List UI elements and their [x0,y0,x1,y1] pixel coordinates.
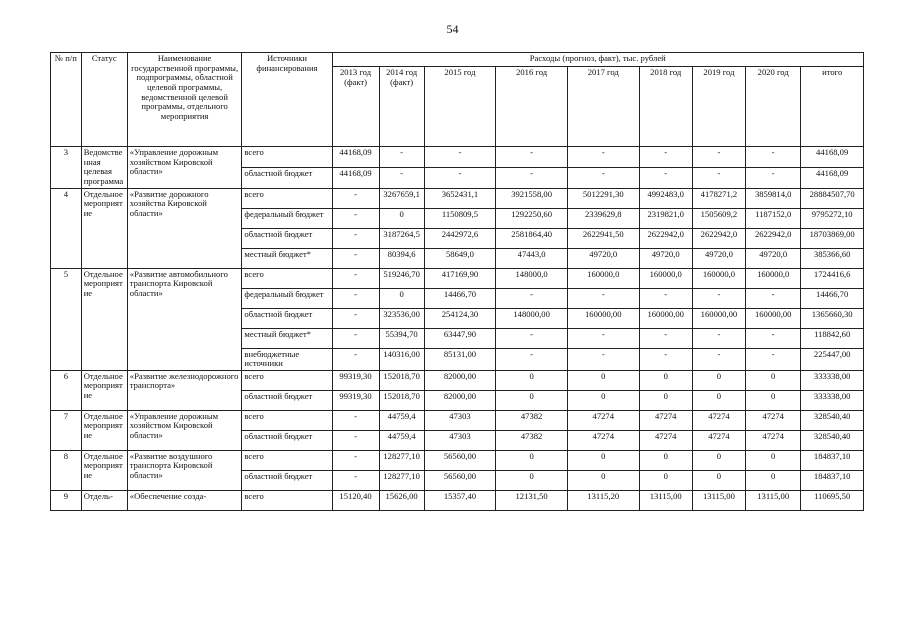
row-year-value: 0 [567,370,639,390]
row-year-value: 47274 [567,430,639,450]
row-year-value: 0 [496,450,568,470]
row-program-name: «Развитие воздушного транспорта Кировской области» [127,450,242,490]
row-year-value: 0 [746,390,801,410]
row-year-value: 15357,40 [424,490,496,510]
row-year-value: - [746,328,801,348]
row-status: Ведомственная целевая программа [81,147,127,189]
row-number: 8 [51,450,82,490]
row-year-value: - [332,410,379,430]
table-row [51,370,864,390]
col-header-total: итого [801,67,864,147]
row-year-value: 47274 [639,410,692,430]
row-year-value: - [332,470,379,490]
col-header-year: 2016 год [496,67,568,147]
row-funding-source: всего [242,268,332,288]
row-funding-source: всего [242,147,332,168]
row-funding-source: областной бюджет [242,430,332,450]
table-header [51,53,864,147]
row-year-value: 0 [692,450,745,470]
row-funding-source: областной бюджет [242,390,332,410]
row-funding-source: областной бюджет [242,470,332,490]
row-year-value: 44759,4 [379,410,424,430]
col-header-year: 2014 год (факт) [379,67,424,147]
row-year-value: 2622942,0 [639,228,692,248]
row-year-value: - [424,147,496,168]
row-year-value: 3652431,1 [424,188,496,208]
table-row [51,410,864,430]
col-header-year: 2013 год (факт) [332,67,379,147]
row-total-value: 118842,60 [801,328,864,348]
row-status: Отдель- [81,490,127,510]
row-year-value: 0 [496,390,568,410]
row-year-value: - [639,288,692,308]
page-number: 54 [446,22,459,36]
row-status: Отдельное мероприятие [81,268,127,370]
row-year-value: - [332,228,379,248]
row-funding-source: местный бюджет* [242,328,332,348]
row-total-value: 1365660,30 [801,308,864,328]
row-year-value: - [332,248,379,268]
row-funding-source: всего [242,410,332,430]
row-year-value: 49720,0 [746,248,801,268]
row-year-value: 80394,6 [379,248,424,268]
row-year-value: 99319,30 [332,370,379,390]
col-header-year: 2015 год [424,67,496,147]
col-header-year: 2020 год [746,67,801,147]
row-year-value: 323536,00 [379,308,424,328]
row-year-value: 49720,0 [567,248,639,268]
row-year-value: 58649,0 [424,248,496,268]
row-total-value: 44168,09 [801,147,864,168]
row-year-value: 47303 [424,430,496,450]
row-year-value: - [332,308,379,328]
row-year-value: - [332,450,379,470]
row-year-value: 0 [496,470,568,490]
row-year-value: 152018,70 [379,390,424,410]
row-year-value: 13115,00 [639,490,692,510]
row-year-value: - [746,348,801,370]
row-year-value: 13115,00 [692,490,745,510]
table-row [51,490,864,510]
row-year-value: 0 [692,370,745,390]
row-year-value: 3921558,00 [496,188,568,208]
row-year-value: - [746,147,801,168]
row-year-value: 148000,00 [496,308,568,328]
row-year-value: - [692,147,745,168]
row-funding-source: всего [242,188,332,208]
row-year-value: 1292250,60 [496,208,568,228]
row-total-value: 44168,09 [801,167,864,188]
row-status: Отдельное мероприятие [81,450,127,490]
row-year-value: 3859814,0 [746,188,801,208]
row-year-value: 160000,0 [567,268,639,288]
row-number: 4 [51,188,82,268]
row-total-value: 328540,40 [801,410,864,430]
row-number: 6 [51,370,82,410]
row-year-value: 47274 [567,410,639,430]
row-year-value: 0 [567,450,639,470]
col-header-expenses: Расходы (прогноз, факт), тыс. рублей [332,53,864,67]
col-header-status: Статус [81,53,127,147]
row-number: 3 [51,147,82,189]
row-year-value: 44168,09 [332,147,379,168]
row-year-value: 0 [692,390,745,410]
row-number: 9 [51,490,82,510]
row-year-value: 15120,40 [332,490,379,510]
row-year-value: 417169,90 [424,268,496,288]
row-year-value: 2442972,6 [424,228,496,248]
row-year-value: - [692,288,745,308]
row-total-value: 333338,00 [801,370,864,390]
row-funding-source: местный бюджет* [242,248,332,268]
row-year-value: - [567,328,639,348]
row-funding-source: областной бюджет [242,308,332,328]
row-year-value: 82000,00 [424,370,496,390]
row-year-value: 47303 [424,410,496,430]
row-year-value: - [567,147,639,168]
col-header-num: № п/п [51,53,82,147]
row-year-value: 128277,10 [379,470,424,490]
row-year-value: - [692,328,745,348]
row-year-value: 3187264,5 [379,228,424,248]
row-year-value: 3267659,1 [379,188,424,208]
row-program-name: «Развитие автомобильного транспорта Кировской области» [127,268,242,370]
row-year-value: - [746,167,801,188]
row-year-value: 152018,70 [379,370,424,390]
row-program-name: «Обеспечение созда- [127,490,242,510]
row-total-value: 18703869,00 [801,228,864,248]
row-year-value: 2622941,50 [567,228,639,248]
row-year-value: - [379,147,424,168]
row-year-value: 4992483,0 [639,188,692,208]
row-year-value: - [496,147,568,168]
row-year-value: - [639,147,692,168]
row-status: Отдельное мероприятие [81,370,127,410]
row-year-value: 2622942,0 [746,228,801,248]
row-year-value: 82000,00 [424,390,496,410]
table-body [51,147,864,511]
row-total-value: 225447,00 [801,348,864,370]
row-year-value: 0 [496,370,568,390]
row-funding-source: всего [242,370,332,390]
col-header-year: 2017 год [567,67,639,147]
row-year-value: 2622942,0 [692,228,745,248]
table-row [51,188,864,208]
row-total-value: 28884507,70 [801,188,864,208]
row-year-value: 0 [379,208,424,228]
row-year-value: 49720,0 [639,248,692,268]
row-year-value: 0 [567,390,639,410]
row-year-value: 56560,00 [424,470,496,490]
row-year-value: 49720,0 [692,248,745,268]
row-total-value: 328540,40 [801,430,864,450]
row-year-value: 47274 [746,430,801,450]
row-year-value: 160000,00 [746,308,801,328]
row-year-value: 2319821,0 [639,208,692,228]
row-total-value: 333338,00 [801,390,864,410]
row-year-value: - [567,167,639,188]
row-year-value: - [332,328,379,348]
row-year-value: - [567,348,639,370]
col-header-year: 2019 год [692,67,745,147]
row-year-value: 0 [567,470,639,490]
row-year-value: 519246,70 [379,268,424,288]
row-total-value: 385366,60 [801,248,864,268]
row-status: Отдельное мероприятие [81,410,127,450]
row-year-value: 160000,0 [746,268,801,288]
row-year-value: 160000,00 [692,308,745,328]
row-year-value: 47274 [692,410,745,430]
row-program-name: «Развитие дорожного хозяйства Кировской области» [127,188,242,268]
row-year-value: 0 [379,288,424,308]
row-year-value: - [746,288,801,308]
row-year-value: 0 [639,470,692,490]
row-year-value: 160000,0 [692,268,745,288]
row-number: 7 [51,410,82,450]
row-year-value: 55394,70 [379,328,424,348]
row-total-value: 1724416,6 [801,268,864,288]
row-year-value: 2581864,40 [496,228,568,248]
row-funding-source: федеральный бюджет [242,208,332,228]
row-year-value: - [496,167,568,188]
row-year-value: 4178271,2 [692,188,745,208]
row-total-value: 9795272,10 [801,208,864,228]
row-year-value: - [496,288,568,308]
row-total-value: 14466,70 [801,288,864,308]
row-year-value: 148000,0 [496,268,568,288]
row-year-value: 128277,10 [379,450,424,470]
row-year-value: 44759,4 [379,430,424,450]
row-year-value: 0 [746,450,801,470]
row-year-value: 1187152,0 [746,208,801,228]
row-year-value: - [639,348,692,370]
row-status: Отдельное мероприятие [81,188,127,268]
row-year-value: 47274 [639,430,692,450]
row-year-value: - [379,167,424,188]
row-year-value: - [692,167,745,188]
row-year-value: 47274 [746,410,801,430]
row-year-value: 160000,00 [639,308,692,328]
row-year-value: 13115,00 [746,490,801,510]
row-year-value: 0 [746,470,801,490]
row-program-name: «Развитие железнодорожного транспорта» [127,370,242,410]
row-year-value: 56560,00 [424,450,496,470]
row-funding-source: областной бюджет [242,228,332,248]
row-program-name: «Управление дорожным хозяйством Кировской области» [127,147,242,189]
row-year-value: 0 [639,390,692,410]
row-year-value: - [496,328,568,348]
row-year-value: - [332,430,379,450]
row-year-value: - [567,288,639,308]
row-year-value: - [692,348,745,370]
row-year-value: 0 [746,370,801,390]
row-number: 5 [51,268,82,370]
row-funding-source: федеральный бюджет [242,288,332,308]
row-year-value: 254124,30 [424,308,496,328]
row-year-value: 47443,0 [496,248,568,268]
table-row [51,147,864,168]
row-funding-source: всего [242,490,332,510]
budget-table [50,52,864,511]
row-total-value: 110695,50 [801,490,864,510]
row-year-value: - [332,208,379,228]
row-year-value: 14466,70 [424,288,496,308]
row-year-value: 85131,00 [424,348,496,370]
row-year-value: 99319,30 [332,390,379,410]
row-funding-source: внебюджетные источники [242,348,332,370]
row-year-value: 2339629,8 [567,208,639,228]
row-year-value: - [332,348,379,370]
row-year-value: 12131,50 [496,490,568,510]
row-year-value: 5012291,30 [567,188,639,208]
row-year-value: 15626,00 [379,490,424,510]
row-funding-source: областной бюджет [242,167,332,188]
row-year-value: 47274 [692,430,745,450]
row-year-value: - [639,167,692,188]
table-row [51,268,864,288]
col-header-name: Наименование государственной программы, подпрограммы, областной целевой программы, ведомственной целевой программы, отдельного мероприятия [127,53,242,147]
row-year-value: - [332,268,379,288]
row-year-value: 160000,00 [567,308,639,328]
row-year-value: 1150809,5 [424,208,496,228]
row-funding-source: всего [242,450,332,470]
row-year-value: - [332,188,379,208]
row-year-value: 0 [692,470,745,490]
row-year-value: 47382 [496,410,568,430]
row-year-value: 140316,00 [379,348,424,370]
row-year-value: 63447,90 [424,328,496,348]
row-year-value: 13115,20 [567,490,639,510]
row-year-value: 0 [639,370,692,390]
row-year-value: - [424,167,496,188]
row-total-value: 184837,10 [801,470,864,490]
row-year-value: 1505609,2 [692,208,745,228]
row-year-value: - [639,328,692,348]
row-year-value: - [496,348,568,370]
row-year-value: - [332,288,379,308]
row-total-value: 184837,10 [801,450,864,470]
col-header-year: 2018 год [639,67,692,147]
col-header-sources: Источники финансирования [242,53,332,147]
table-row [51,450,864,470]
row-program-name: «Управление дорожным хозяйством Кировской области» [127,410,242,450]
row-year-value: 47382 [496,430,568,450]
row-year-value: 0 [639,450,692,470]
row-year-value: 44168,09 [332,167,379,188]
row-year-value: 160000,0 [639,268,692,288]
